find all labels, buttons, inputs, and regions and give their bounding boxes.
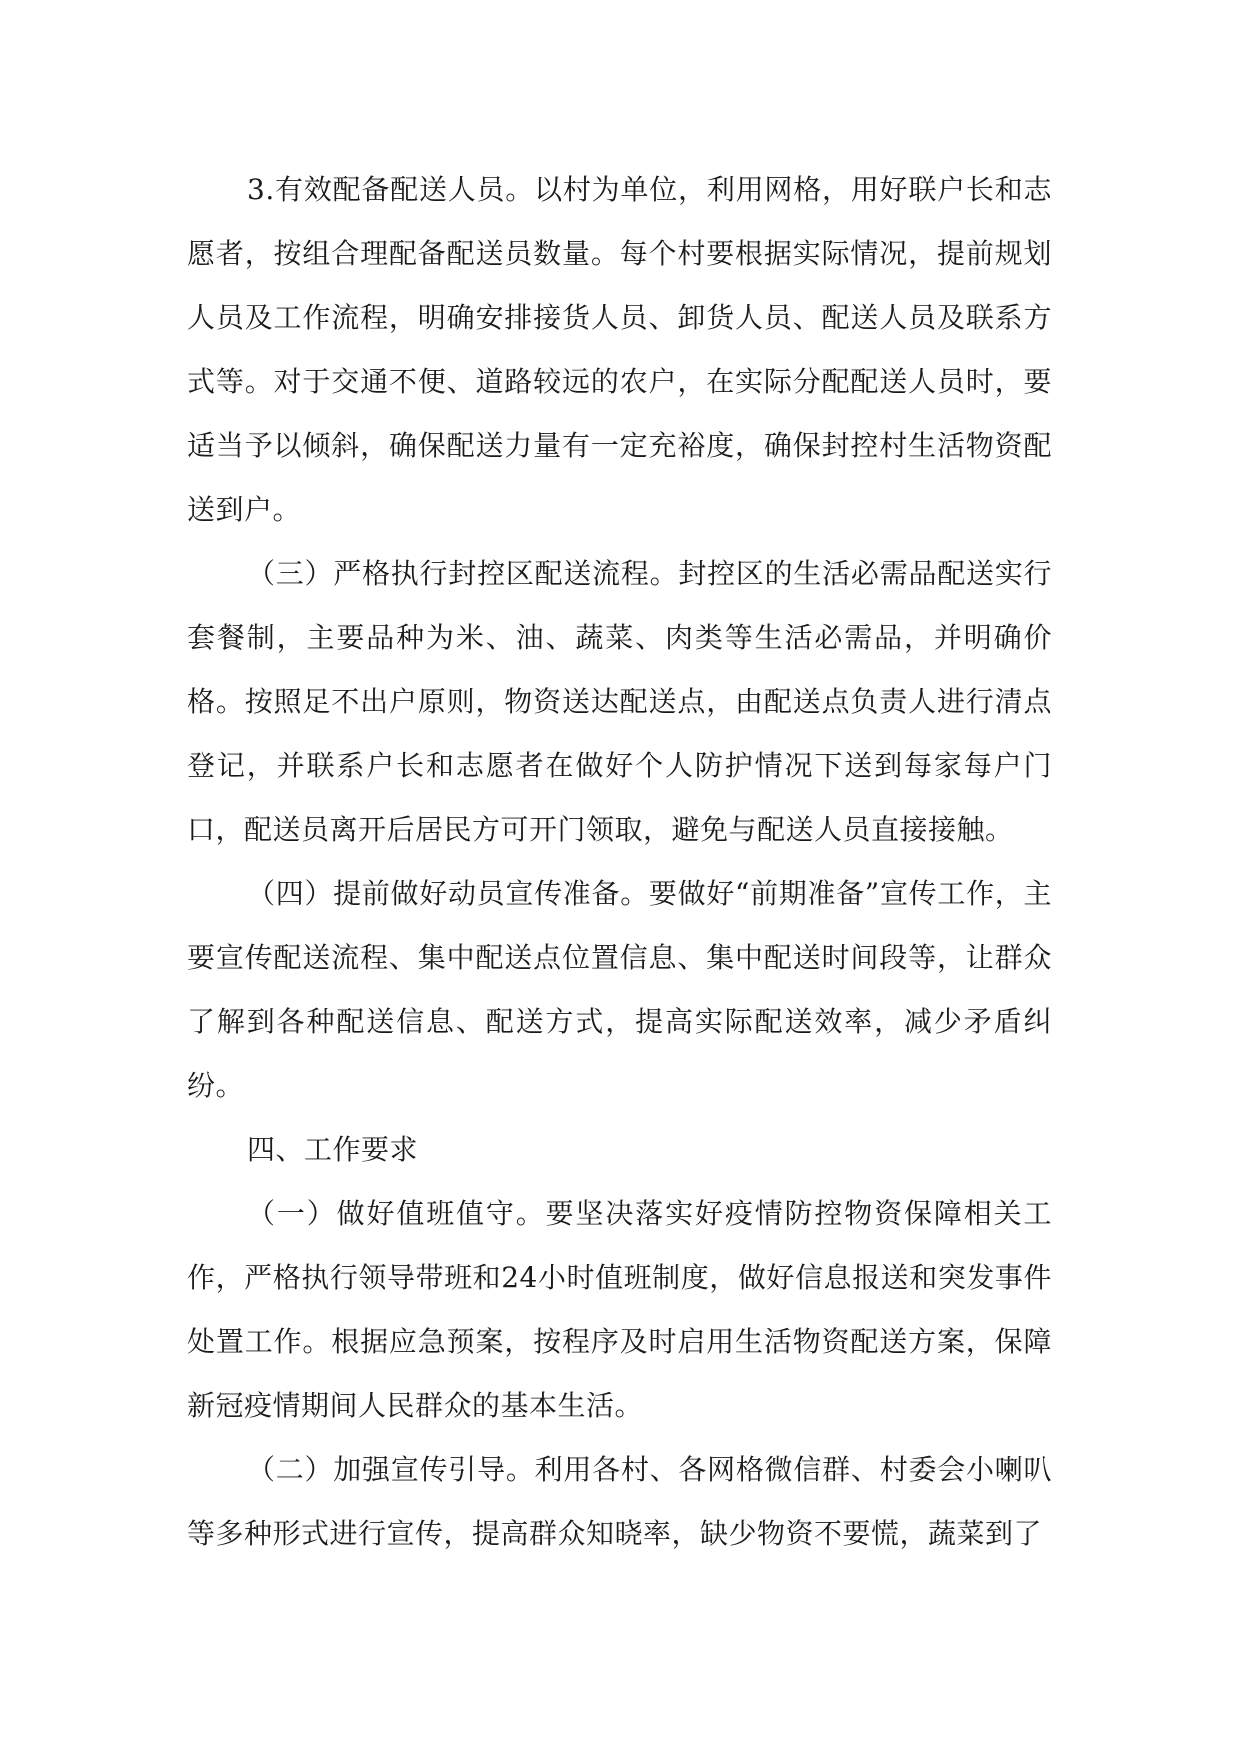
section-heading-work-requirements: 四、工作要求 <box>247 1133 419 1166</box>
paragraph-duty-shifts: （一）做好值班值守。要坚决落实好疫情防控物资保障相关工作，严格执行领导带班和24小时值班制度，做好信息报送和突发事件处置工作。根据应急预案，按程序及时启用生活物资配送方案，保障新冠疫情期间人民群众的基本生活。 <box>187 1197 1052 1422</box>
paragraph-delivery-staff: 3.有效配备配送人员。以村为单位，利用网格，用好联户长和志愿者，按组合理配备配送员数量。每个村要根据实际情况，提前规划人员及工作流程，明确安排接货人员、卸货人员、配送人员及联系方式等。对于交通不便、道路较远的农户，在实际分配配送人员时，要适当予以倾斜，确保配送力量有一定充裕度，确保封控村生活物资配送到户。 <box>187 173 1052 526</box>
paragraph-lockdown-delivery-process: （三）严格执行封控区配送流程。封控区的生活必需品配送实行套餐制，主要品种为米、油、蔬菜、肉类等生活必需品，并明确价格。按照足不出户原则，物资送达配送点，由配送点负责人进行清点登记，并联系户长和志愿者在做好个人防护情况下送到每家每户门口，配送员离开后居民方可开门领取，避免与配送人员直接接触。 <box>187 557 1052 846</box>
paragraph-publicity-preparation: （四）提前做好动员宣传准备。要做好“前期准备”宣传工作，主要宣传配送流程、集中配送点位置信息、集中配送时间段等，让群众了解到各种配送信息、配送方式，提高实际配送效率，减少矛盾纠纷。 <box>187 877 1052 1102</box>
document-body <box>187 158 1052 1566</box>
paragraph-publicity-guidance: （二）加强宣传引导。利用各村、各网格微信群、村委会小喇叭等多种形式进行宣传，提高群众知晓率，缺少物资不要慌，蔬菜到了 <box>187 1453 1052 1550</box>
